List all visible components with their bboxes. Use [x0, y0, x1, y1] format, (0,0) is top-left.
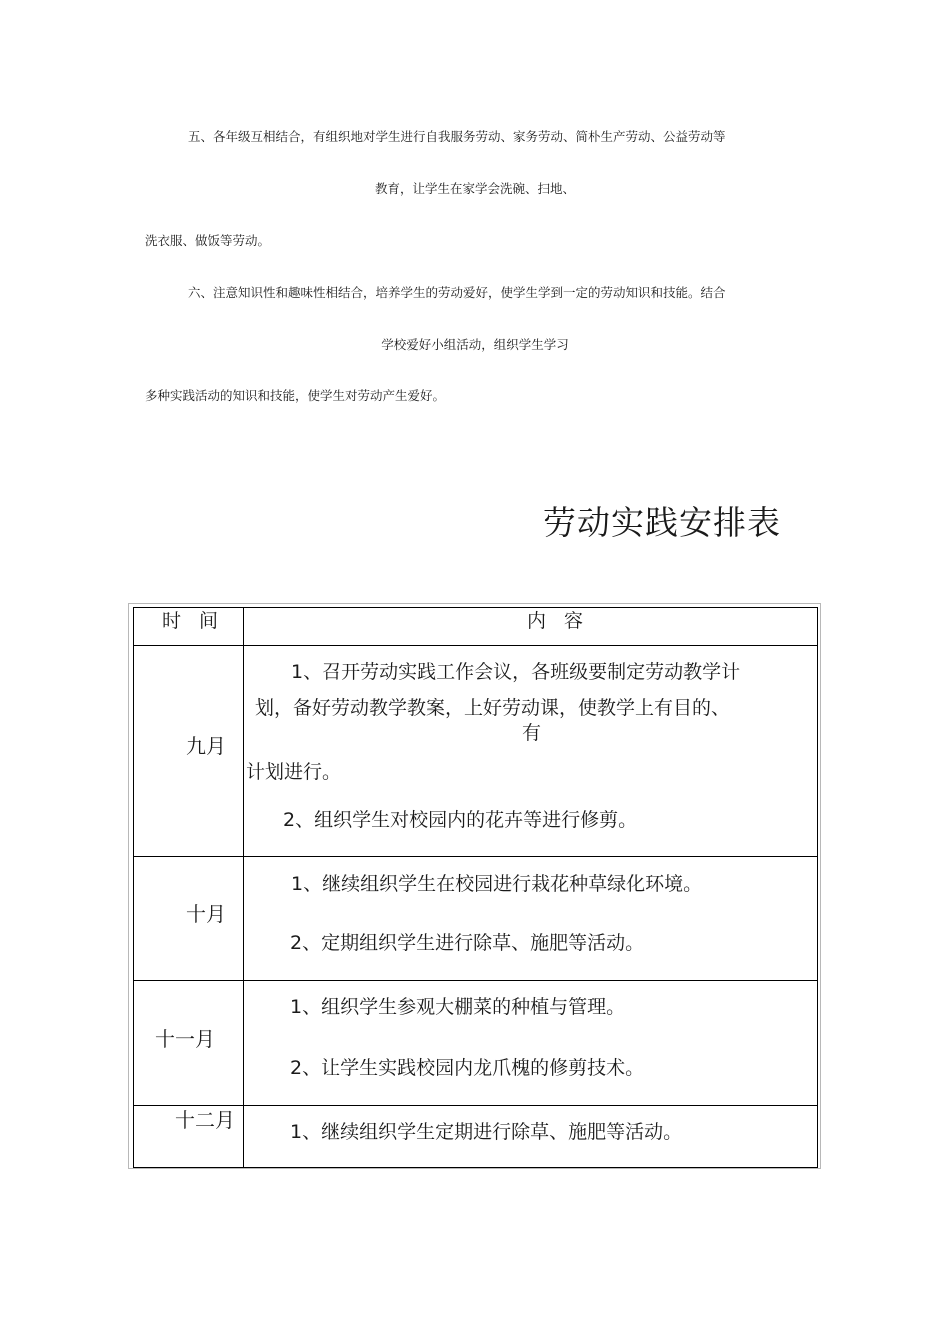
header-time: 时 间: [162, 610, 225, 632]
paragraph-5-line-2: 教育，让学生在家学会洗碗、扫地、: [374, 181, 575, 196]
content-line: 2、定期组织学生进行除草、施肥等活动。: [290, 932, 645, 954]
content-line: 1、召开劳动实践工作会议，各班级要制定劳动教学计: [291, 661, 741, 683]
paragraph-6-line-1: 六、注意知识性和趣味性相结合，培养学生的劳动爱好，使学生学到一定的劳动知识和技能。结合: [188, 285, 726, 300]
table-rule-row-3: [133, 1105, 818, 1106]
table-rule-right: [817, 607, 818, 1168]
table-rule-row-1: [133, 856, 818, 857]
content-line: 计划进行。: [246, 761, 342, 783]
paragraph-6-line-3: 多种实践活动的知识和技能，使学生对劳动产生爱好。: [145, 388, 446, 403]
table-rule-left: [133, 607, 134, 1168]
content-line: 1、继续组织学生定期进行除草、施肥等活动。: [290, 1121, 683, 1143]
paragraph-6-line-2: 学校爱好小组活动，组织学生学习: [381, 337, 569, 352]
month-cell: 十月: [186, 902, 226, 926]
table-title: 劳动实践安排表: [543, 503, 781, 542]
content-line: 划，备好劳动教学教案，上好劳动课，使教学上有目的、: [255, 697, 731, 719]
table-rule-bottom: [133, 1167, 818, 1168]
month-cell: 十二月: [175, 1108, 235, 1132]
table-rule-top: [133, 607, 818, 608]
month-cell: 九月: [186, 734, 226, 758]
content-line: 有: [522, 722, 542, 744]
paragraph-5-line-1: 五、各年级互相结合，有组织地对学生进行自我服务劳动、家务劳动、简朴生产劳动、公益劳动等: [188, 129, 726, 144]
month-cell: 十一月: [155, 1027, 215, 1051]
table-rule-row-2: [133, 980, 818, 981]
content-line: 1、组织学生参观大棚菜的种植与管理。: [290, 996, 626, 1018]
header-content: 内 容: [527, 610, 590, 632]
table-rule-header: [133, 645, 818, 646]
content-line: 1、继续组织学生在校园进行栽花种草绿化环境。: [291, 873, 703, 895]
content-line: 2、让学生实践校园内龙爪槐的修剪技术。: [290, 1057, 645, 1079]
content-line: 2、组织学生对校园内的花卉等进行修剪。: [283, 809, 638, 831]
paragraph-5-line-3: 洗衣服、做饭等劳动。: [145, 233, 271, 248]
table-rule-divider: [243, 607, 244, 1168]
